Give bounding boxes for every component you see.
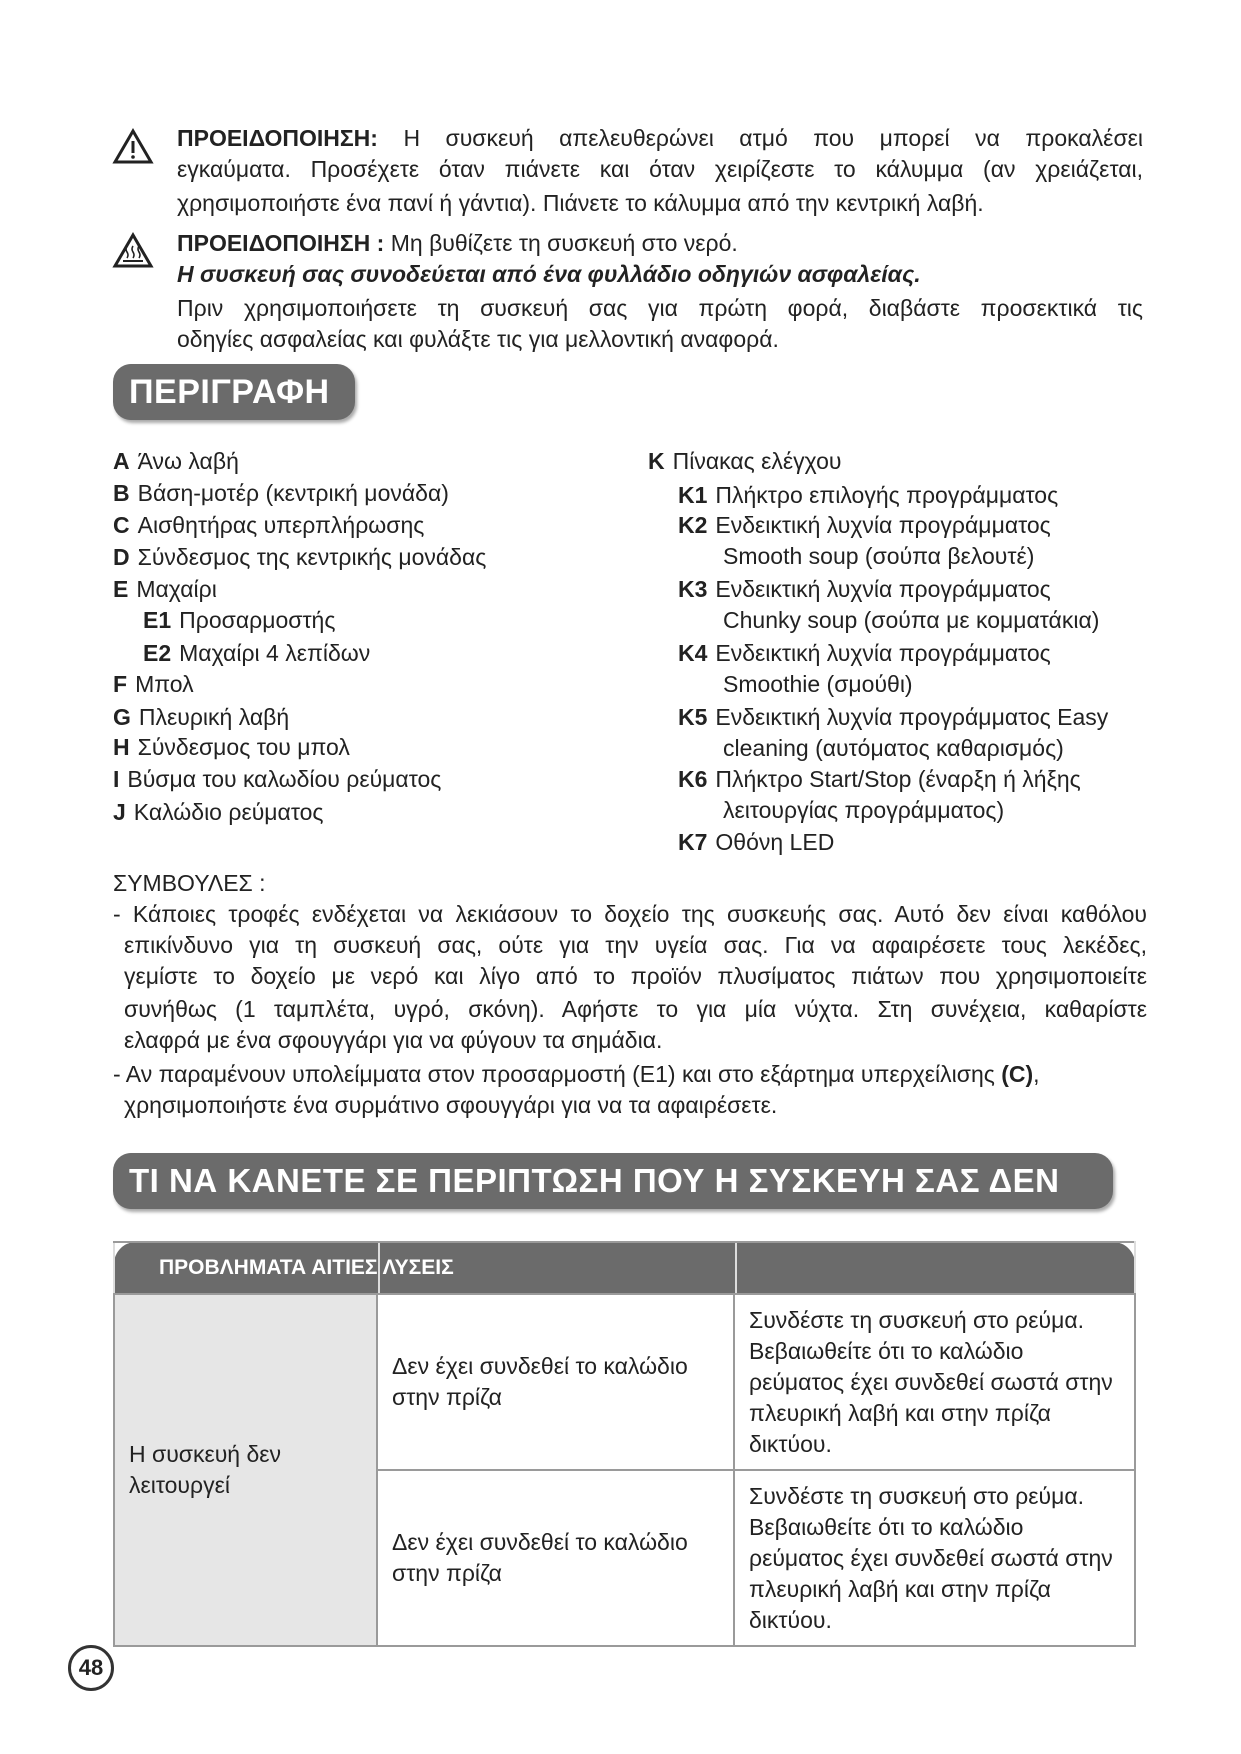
warning-text: οδηγίες ασφαλείας και φυλάξτε τις για μελλοντική αναφορά. xyxy=(177,326,779,352)
part-item: B Βάση-μοτέρ (κεντρική μονάδα) xyxy=(113,480,449,506)
part-item: J Καλώδιο ρεύματος xyxy=(113,799,324,825)
warning-steam xyxy=(177,123,1143,219)
warning-text: χρησιμοποιήστε ένα πανί ή γάντια). Πιάνετε το κάλυμμα από την κεντρική λαβή. xyxy=(177,190,984,216)
part-item: K1 Πλήκτρο επιλογής προγράμματος xyxy=(678,482,1059,508)
troubleshooting-table xyxy=(113,1241,1136,1647)
part-item: I Βύσμα του καλωδίου ρεύματος xyxy=(113,766,442,792)
tip-text: ελαφρά με ένα σφουγγάρι για να φύγουν τα σημάδια. xyxy=(124,1027,663,1053)
part-item: K6 Πλήκτρο Start/Stop (έναρξη ή λήξης λειτουργίας προγράμματος) xyxy=(678,766,1081,823)
part-item: K2 Ενδεικτική λυχνία προγράμματος Smooth soup (σούπα βελουτέ) xyxy=(678,512,1051,569)
problem-cell: Η συσκευή δεν λειτουργεί xyxy=(114,1294,377,1646)
part-item: E Μαχαίρι xyxy=(113,576,217,602)
part-item: E2 Μαχαίρι 4 λεπίδων xyxy=(143,640,371,666)
part-item: D Σύνδεσμος της κεντρικής μονάδας xyxy=(113,544,487,570)
warning-triangle-icon xyxy=(112,128,154,166)
warning-text: Η συσκευή απελευθερώνει ατμό που μπορεί να προκαλέσει xyxy=(377,125,1143,151)
section-heading-troubleshooting: ΤΙ ΝΑ ΚΑΝΕΤΕ ΣΕ ΠΕΡΙΠΤΩΣΗ ΠΟΥ Η ΣΥΣΚΕΥΗ ΣΑΣ ΔΕΝ xyxy=(113,1153,1113,1209)
solution-cell: Συνδέστε τη συσκευή στο ρεύμα. Βεβαιωθείτε ότι το καλώδιο ρεύματος έχει συνδεθεί σωστά στην πλευρική λαβή και στην πρίζα δικτύου. xyxy=(734,1294,1135,1470)
hot-surface-warning-icon xyxy=(112,232,154,270)
table-header: ΠΡΟΒΛΗΜΑΤΑ ΑΙΤΙΕΣ ΛΥΣΕΙΣ xyxy=(159,1256,454,1279)
table-header-row xyxy=(114,1242,1135,1294)
tips-section xyxy=(113,868,1147,1121)
part-item: G Πλευρική λαβή xyxy=(113,704,290,730)
part-item: H Σύνδεσμος του μπολ xyxy=(113,734,350,760)
part-item: K3 Ενδεικτική λυχνία προγράμματος Chunky soup (σούπα με κομματάκια) xyxy=(678,576,1100,633)
tip-text: γεμίστε το δοχείο με νερό και λίγο από το προϊόν πλυσίματος πιάτων που χρησιμοποιείτε xyxy=(124,963,1147,989)
part-item: F Μπολ xyxy=(113,671,194,697)
part-item: K4 Ενδεικτική λυχνία προγράμματος Smoothie (σμούθι) xyxy=(678,640,1051,697)
tips-title: ΣΥΜΒΟΥΛΕΣ : xyxy=(113,870,266,896)
part-item: C Αισθητήρας υπερπλήρωσης xyxy=(113,512,425,538)
warning-label: ΠΡΟΕΙΔΟΠΟΙΗΣΗ : xyxy=(177,230,385,256)
part-item: E1 Προσαρμοστής xyxy=(143,607,336,633)
page-number: 48 xyxy=(68,1645,114,1691)
warning-text: Μη βυθίζετε τη συσκευή στο νερό. xyxy=(384,230,738,256)
warning-label: ΠΡΟΕΙΔΟΠΟΙΗΣΗ: xyxy=(177,125,378,151)
tip-text: επικίνδυνο για τη συσκευή σας, ούτε για την υγεία σας. Για να αφαιρέσετε τους λεκέδες, xyxy=(124,932,1147,958)
part-item: K5 Ενδεικτική λυχνία προγράμματος Easy cleaning (αυτόματος καθαρισμός) xyxy=(678,704,1109,761)
tip-text: χρησιμοποιήστε ένα συρμάτινο σφουγγάρι για να τα αφαιρέσετε. xyxy=(124,1092,778,1118)
table-row xyxy=(114,1294,1135,1470)
tip-text: - Κάποιες τροφές ενδέχεται να λεκιάσουν το δοχείο της συσκευής σας. Αυτό δεν είναι καθόλου xyxy=(113,901,1147,927)
part-item: K7 Οθόνη LED xyxy=(678,829,835,855)
warning-water xyxy=(177,228,1143,355)
tip-text: - Αν παραμένουν υπολείμματα στον προσαρμοστή (E1) και στο εξάρτημα υπερχείλισης (C), xyxy=(113,1061,1040,1087)
tip-text: συνήθως (1 ταμπλέτα, υγρό, σκόνη). Αφήστε το για μία νύχτα. Στη συνέχεια, καθαρίστε xyxy=(124,996,1147,1022)
safety-booklet-note: Η συσκευή σας συνοδεύεται από ένα φυλλάδιο οδηγιών ασφαλείας. xyxy=(177,261,921,287)
warning-text: Πριν χρησιμοποιήσετε τη συσκευή σας για πρώτη φορά, διαβάστε προσεκτικά τις xyxy=(177,295,1143,321)
part-item: A Άνω λαβή xyxy=(113,448,239,474)
solution-cell: Συνδέστε τη συσκευή στο ρεύμα. Βεβαιωθείτε ότι το καλώδιο ρεύματος έχει συνδεθεί σωστά στην πλευρική λαβή και στην πρίζα δικτύου. xyxy=(734,1470,1135,1646)
warning-text: εγκαύματα. Προσέχετε όταν πιάνετε και όταν χειρίζεστε το κάλυμμα (αν χρειάζεται, xyxy=(177,156,1143,182)
section-heading-description: ΠΕΡΙΓΡΑΦΗ xyxy=(113,364,355,420)
cause-cell: Δεν έχει συνδεθεί το καλώδιο στην πρίζα xyxy=(377,1470,734,1646)
part-item: K Πίνακας ελέγχου xyxy=(648,448,842,474)
cause-cell: Δεν έχει συνδεθεί το καλώδιο στην πρίζα xyxy=(377,1294,734,1470)
